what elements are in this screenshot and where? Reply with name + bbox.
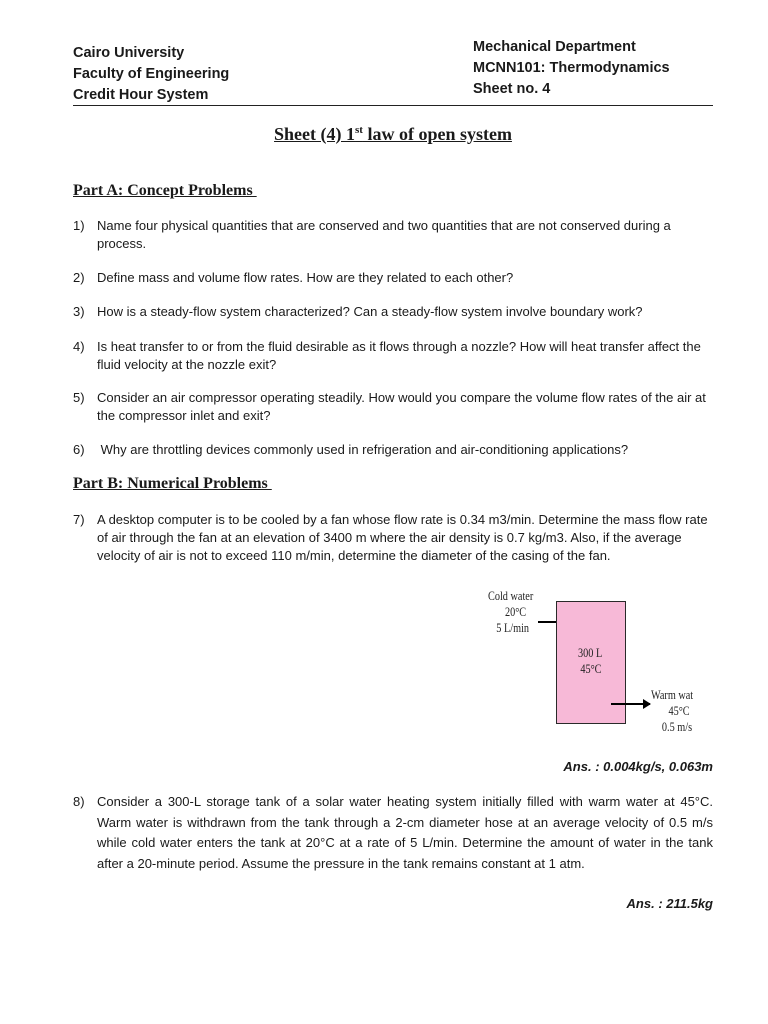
question-text: Consider a 300-L storage tank of a solar water heating system initially filled with warm water at 45°C. Warm water is withdrawn from the tank through a 2-cm diameter hose at an average velocity of 0.5 m/s while cold water enters the tank at 20°C at a rate of 5 L/min. Determine the amount of water in the tank after a 20-minute period. Assume the pressure in the tank remains constant at 1 atm. <box>97 794 713 871</box>
tank-volume: 300 L <box>578 646 603 660</box>
part-a-heading: Part A: Concept Problems <box>73 182 257 199</box>
question-1 <box>73 217 713 253</box>
sheet-number: Sheet no. 4 <box>473 81 551 97</box>
question-text: How is a steady-flow system characterized? Can a steady-flow system involve boundary work? <box>97 304 643 319</box>
question-number: 8) <box>73 794 85 809</box>
question-text: Name four physical quantities that are conserved and two quantities that are not conserved during a process. <box>97 218 671 251</box>
question-text: A desktop computer is to be cooled by a fan whose flow rate is 0.34 m3/min. Determine the mass flow rate of air through the fan at an elevation of 3400 m where the air density is 0.7 kg/m3. Also, if the average velocity of air is not to exceed 110 m/min, determine the diameter of the casing of the fan. <box>97 512 708 563</box>
course-name: MCNN101: Thermodynamics <box>473 60 670 76</box>
tank-figure <box>480 588 714 758</box>
outlet-label-line: Warm wat <box>651 688 694 702</box>
question-2 <box>73 269 713 287</box>
system-name: Credit Hour System <box>73 87 209 103</box>
outlet-velocity: 0.5 m/s <box>661 720 693 734</box>
university-name: Cairo University <box>73 45 185 61</box>
outlet-temperature: 45°C <box>668 704 690 718</box>
question-number: 4) <box>73 339 85 354</box>
question-number: 7) <box>73 512 85 527</box>
answer-7: Ans. : 0.004kg/s, 0.063m <box>563 759 713 774</box>
question-number: 5) <box>73 390 85 405</box>
question-text: Define mass and volume flow rates. How are they related to each other? <box>97 270 514 285</box>
header-divider <box>73 105 713 106</box>
question-3 <box>73 303 713 321</box>
question-5 <box>73 389 713 425</box>
question-text: Consider an air compressor operating steadily. How would you compare the volume flow rates of the air at the compressor inlet and exit? <box>97 390 706 423</box>
outlet-arrow <box>611 703 650 705</box>
title-suffix: law of open system <box>362 124 512 144</box>
inlet-label <box>488 588 533 636</box>
outlet-label <box>651 687 693 735</box>
title-prefix: Sheet (4) 1 <box>274 124 356 144</box>
tank-temperature: 45°C <box>580 662 602 676</box>
question-text: Is heat transfer to or from the fluid desirable as it flows through a nozzle? How will heat transfer affect the fluid velocity at the nozzle exit? <box>97 339 701 372</box>
question-number: 6) <box>73 442 85 457</box>
question-number: 2) <box>73 270 85 285</box>
department-name: Mechanical Department <box>473 39 636 55</box>
page-title <box>0 124 768 145</box>
faculty-name: Faculty of Engineering <box>73 66 230 82</box>
title-superscript: st <box>355 124 363 136</box>
question-8 <box>73 792 713 874</box>
question-6 <box>73 441 713 459</box>
inlet-label-line: Cold water <box>488 589 534 603</box>
question-number: 1) <box>73 218 85 233</box>
part-b-heading: Part B: Numerical Problems <box>73 475 272 492</box>
question-text: Why are throttling devices commonly used in refrigeration and air-conditioning applications? <box>97 442 629 457</box>
inlet-temperature: 20°C <box>504 605 527 619</box>
question-4 <box>73 338 713 374</box>
question-number: 3) <box>73 304 85 319</box>
header-right <box>473 37 670 100</box>
question-7 <box>73 511 713 565</box>
header-left <box>73 43 229 106</box>
inlet-flow-rate: 5 L/min <box>496 621 530 635</box>
answer-8: Ans. : 211.5kg <box>626 896 713 911</box>
tank-label <box>578 645 602 677</box>
